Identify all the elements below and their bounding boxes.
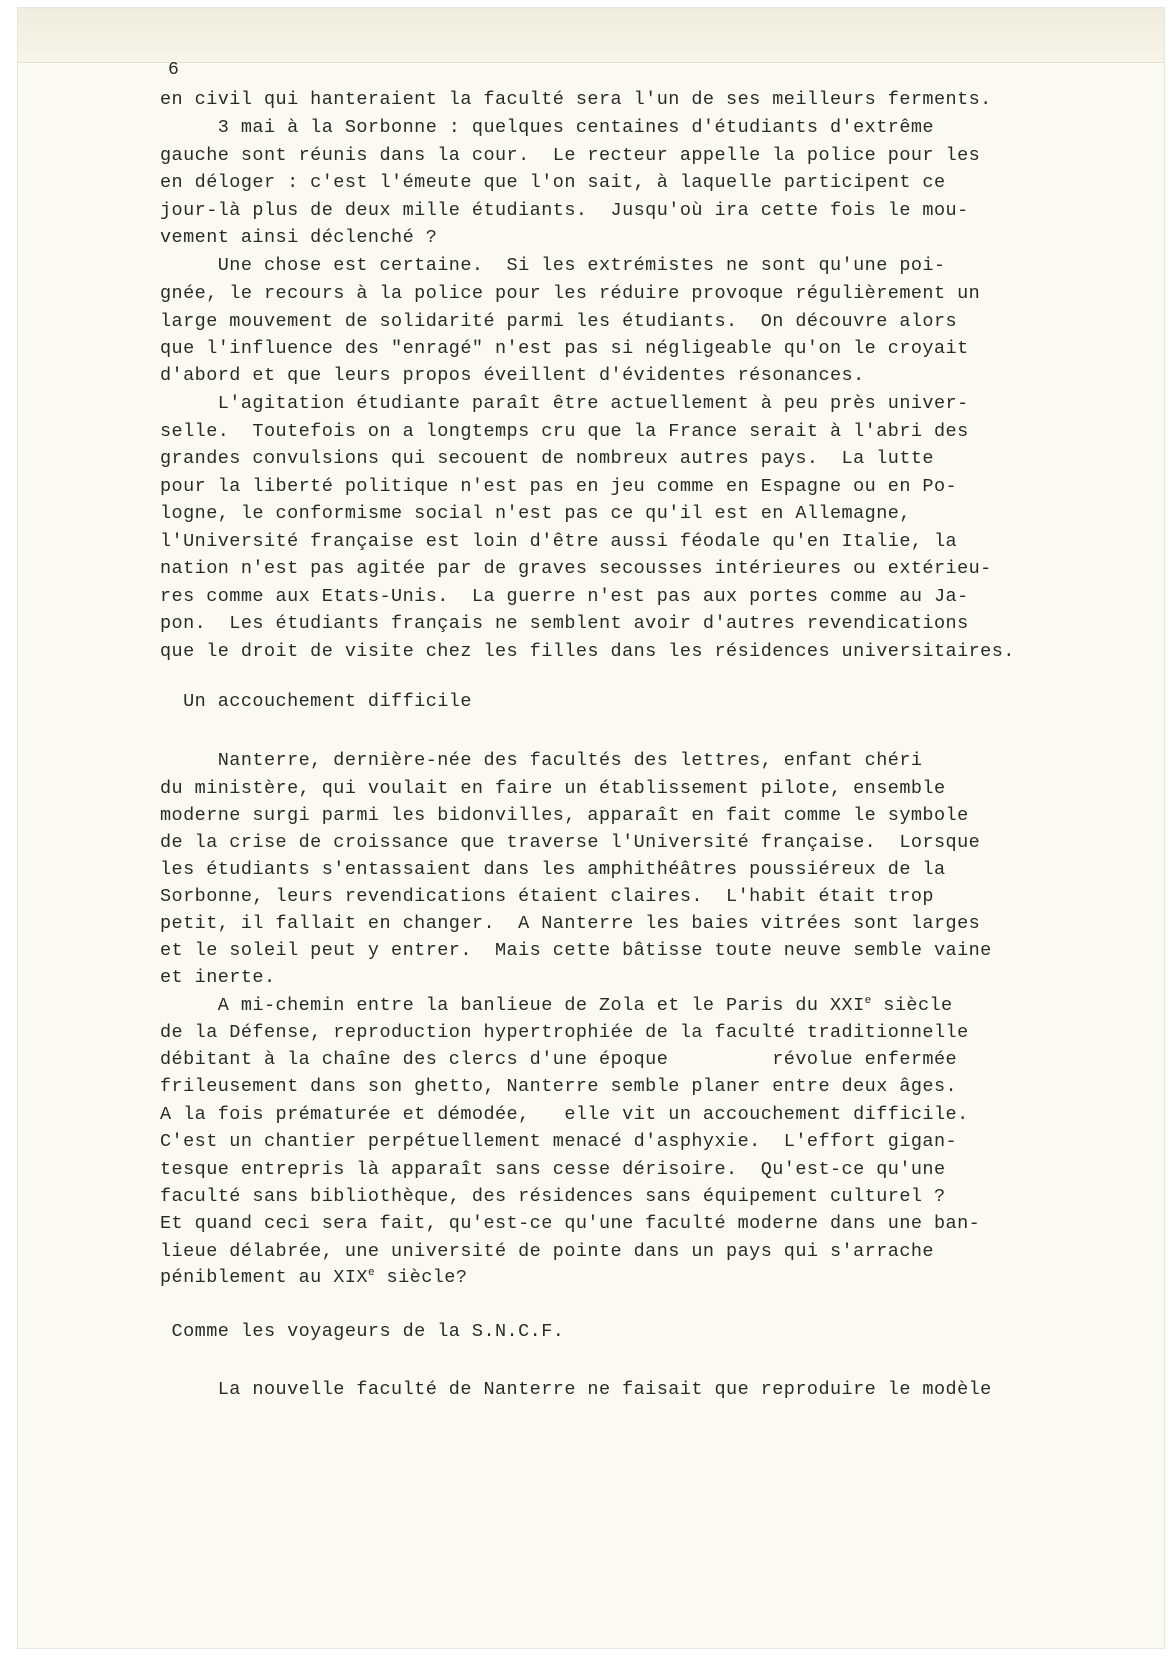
- text-line: en civil qui hanteraient la faculté sera l'un de ses meilleurs ferments.: [160, 89, 992, 110]
- text-line: [160, 1267, 467, 1289]
- section-heading: Comme les voyageurs de la S.N.C.F.: [160, 1321, 565, 1342]
- text-line: pon. Les étudiants français ne semblent avoir d'autres revendications: [160, 613, 969, 634]
- text-line: Nanterre, dernière-née des facultés des lettres, enfant chéri: [160, 750, 923, 771]
- text-line: grandes convulsions qui secouent de nombreux autres pays. La lutte: [160, 448, 934, 469]
- text-line: du ministère, qui voulait en faire un établissement pilote, ensemble: [160, 778, 946, 799]
- text-line: débitant à la chaîne des clercs d'une époque révolue enfermée: [160, 1049, 958, 1070]
- text-line: vement ainsi déclenché ?: [160, 227, 438, 248]
- text-line: en déloger : c'est l'émeute que l'on sait, à laquelle participent ce: [160, 172, 946, 193]
- text-line: gauche sont réunis dans la cour. Le recteur appelle la police pour les: [160, 145, 981, 166]
- text-line: La nouvelle faculté de Nanterre ne faisait que reproduire le modèle: [160, 1379, 992, 1400]
- text-line: moderne surgi parmi les bidonvilles, apparaît en fait comme le symbole: [160, 805, 969, 826]
- text-line: 3 mai à la Sorbonne : quelques centaines d'étudiants d'extrême: [160, 117, 934, 138]
- text-line: de la crise de croissance que traverse l'Université française. Lorsque: [160, 832, 981, 853]
- text-line: Sorbonne, leurs revendications étaient claires. L'habit était trop: [160, 886, 934, 907]
- text-line: jour-là plus de deux mille étudiants. Jusqu'où ira cette fois le mou-: [160, 200, 969, 221]
- text-line: C'est un chantier perpétuellement menacé d'asphyxie. L'effort gigan-: [160, 1131, 958, 1152]
- line-tail: siècle?: [375, 1267, 468, 1288]
- text-line: les étudiants s'entassaient dans les amphithéâtres poussiéreux de la: [160, 859, 946, 880]
- line-text: A mi-chemin entre la banlieue de Zola et le Paris du XXI: [160, 995, 865, 1016]
- text-line: tesque entrepris là apparaît sans cesse dérisoire. Qu'est-ce qu'une: [160, 1159, 946, 1180]
- page-number: 6: [168, 60, 179, 80]
- text-line: Et quand ceci sera fait, qu'est-ce qu'une faculté moderne dans une ban-: [160, 1213, 981, 1234]
- text-line: faculté sans bibliothèque, des résidences sans équipement culturel ?: [160, 1186, 946, 1207]
- text-line: l'Université française est loin d'être aussi féodale qu'en Italie, la: [160, 531, 958, 552]
- line-tail: siècle: [871, 995, 953, 1016]
- superscript-e: e: [864, 994, 872, 1007]
- line-text: péniblement au XIX: [160, 1267, 368, 1288]
- text-line: gnée, le recours à la police pour les réduire provoque régulièrement un: [160, 283, 981, 304]
- text-line: A la fois prématurée et démodée, elle vit un accouchement difficile.: [160, 1104, 969, 1125]
- text-line: res comme aux Etats-Unis. La guerre n'est pas aux portes comme au Ja-: [160, 586, 969, 607]
- text-line: et le soleil peut y entrer. Mais cette bâtisse toute neuve semble vaine: [160, 940, 992, 961]
- superscript-e: e: [367, 1266, 375, 1279]
- text-line: frileusement dans son ghetto, Nanterre semble planer entre deux âges.: [160, 1076, 958, 1097]
- text-line: d'abord et que leurs propos éveillent d'évidentes résonances.: [160, 365, 865, 386]
- text-line: logne, le conformisme social n'est pas ce qu'il est en Allemagne,: [160, 503, 911, 524]
- text-line: que l'influence des "enragé" n'est pas si négligeable qu'on le croyait: [160, 338, 969, 359]
- text-line: nation n'est pas agitée par de graves secousses intérieures ou extérieu-: [160, 558, 992, 579]
- text-line: selle. Toutefois on a longtemps cru que la France serait à l'abri des: [160, 421, 969, 442]
- text-line: que le droit de visite chez les filles dans les résidences universitaires.: [160, 641, 1015, 662]
- text-line: et inerte.: [160, 967, 276, 988]
- section-heading: Un accouchement difficile: [160, 691, 472, 712]
- text-line: L'agitation étudiante paraît être actuellement à peu près univer-: [160, 393, 969, 414]
- text-line: pour la liberté politique n'est pas en jeu comme en Espagne ou en Po-: [160, 476, 958, 497]
- text-line: large mouvement de solidarité parmi les étudiants. On découvre alors: [160, 311, 958, 332]
- text-line: petit, il fallait en changer. A Nanterre les baies vitrées sont larges: [160, 913, 981, 934]
- text-line: Une chose est certaine. Si les extrémistes ne sont qu'une poi-: [160, 255, 946, 276]
- text-line: de la Défense, reproduction hypertrophiée de la faculté traditionnelle: [160, 1022, 969, 1043]
- text-line: lieue délabrée, une université de pointe dans un pays qui s'arrache: [160, 1241, 934, 1262]
- text-line: [160, 995, 953, 1017]
